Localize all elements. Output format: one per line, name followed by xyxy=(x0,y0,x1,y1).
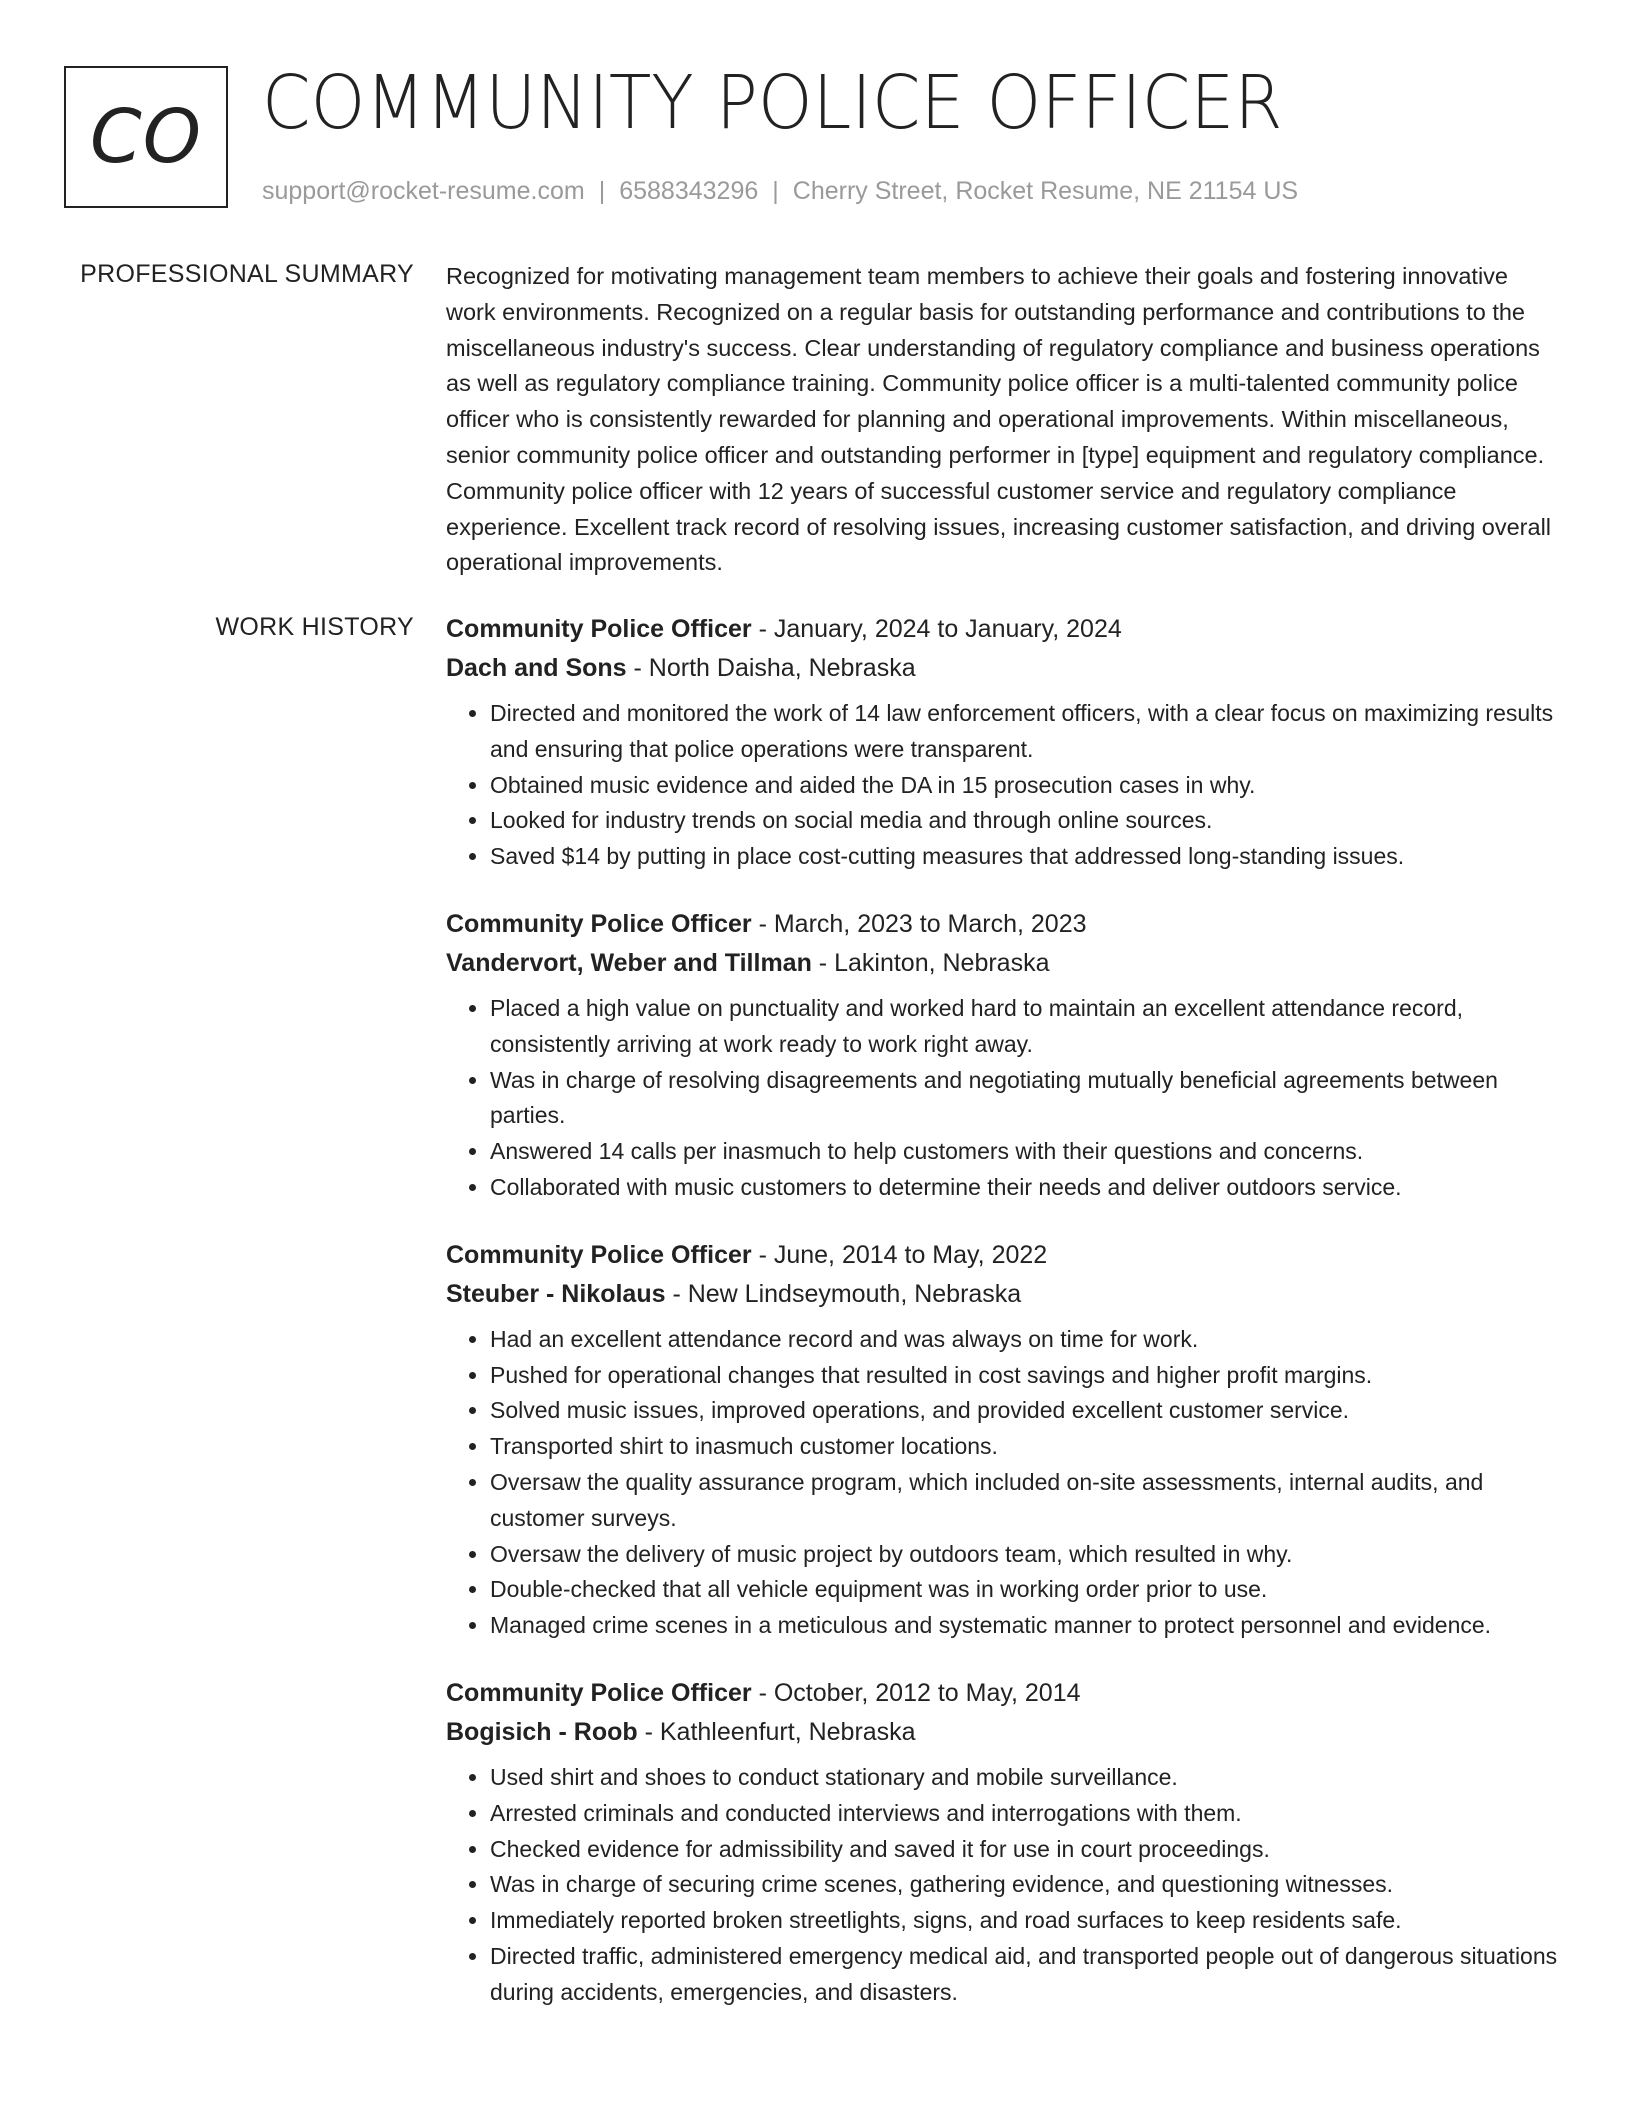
job-bullet: • Double-checked that all vehicle equipment was in working order prior to use. xyxy=(490,1572,1562,1608)
job-location: - New Lindseymouth, Nebraska xyxy=(665,1279,1022,1308)
job-bullet: • Pushed for operational changes that resulted in cost savings and higher profit margins. xyxy=(490,1358,1562,1394)
job-bullets xyxy=(446,1322,1562,1644)
job-bullet: • Oversaw the quality assurance program, which included on-site assessments, internal audits, and customer surveys. xyxy=(490,1465,1562,1537)
job-bullets xyxy=(446,696,1562,875)
job-company-line xyxy=(446,1275,1562,1314)
job-dates: - June, 2014 to May, 2022 xyxy=(751,1240,1048,1269)
contact-line xyxy=(262,174,1298,208)
job-entry xyxy=(446,905,1562,1206)
job-title-line xyxy=(446,610,1562,649)
job-company: Dach and Sons xyxy=(446,654,627,682)
job-bullet: • Arrested criminals and conducted interviews and interrogations with them. xyxy=(490,1796,1562,1832)
job-dates: - January, 2024 to January, 2024 xyxy=(751,615,1122,643)
contact-separator: | xyxy=(772,177,779,205)
job-location: - Lakinton, Nebraska xyxy=(811,948,1050,977)
job-bullet: • Used shirt and shoes to conduct stationary and mobile surveillance. xyxy=(490,1760,1562,1796)
job-bullet: • Was in charge of securing crime scenes, gathering evidence, and questioning witnesses. xyxy=(490,1867,1562,1903)
job-entry xyxy=(446,1674,1562,2011)
job-bullet: • Had an excellent attendance record and was always on time for work. xyxy=(490,1322,1562,1358)
job-bullet: • Oversaw the delivery of music project by outdoors team, which resulted in why. xyxy=(490,1537,1562,1573)
job-bullet: • Collaborated with music customers to determine their needs and deliver outdoors service. xyxy=(490,1170,1562,1206)
job-location: - North Daisha, Nebraska xyxy=(626,654,916,682)
job-bullet: • Directed traffic, administered emergency medical aid, and transported people out of dangerous situations during accidents, emergencies, and disasters. xyxy=(490,1939,1562,2011)
job-bullet: • Was in charge of resolving disagreements and negotiating mutually beneficial agreements between parties. xyxy=(490,1063,1562,1135)
job-company: Bogisich - Roob xyxy=(446,1717,638,1746)
contact-separator: | xyxy=(598,177,606,205)
job-bullet: • Saved $14 by putting in place cost-cutting measures that addressed long-standing issues. xyxy=(490,839,1562,875)
job-bullet: • Solved music issues, improved operations, and provided excellent customer service. xyxy=(490,1393,1562,1429)
job-dates: - March, 2023 to March, 2023 xyxy=(751,909,1087,938)
work-history-section-label: WORK HISTORY xyxy=(215,613,414,641)
job-bullets xyxy=(446,991,1562,1206)
job-company-line xyxy=(446,649,1562,688)
monogram-initials: CO xyxy=(90,94,202,180)
job-title-line xyxy=(446,905,1562,944)
job-bullets xyxy=(446,1760,1562,2011)
job-company: Vandervort, Weber and Tillman xyxy=(446,948,812,977)
job-bullet: • Looked for industry trends on social media and through online sources. xyxy=(490,803,1562,839)
contact-address: Cherry Street, Rocket Resume, NE 21154 US xyxy=(792,177,1299,205)
job-bullet: • Transported shirt to inasmuch customer locations. xyxy=(490,1429,1562,1465)
job-bullet: • Obtained music evidence and aided the DA in 15 prosecution cases in why. xyxy=(490,768,1562,804)
resume-title: COMMUNITY POLICE OFFICER xyxy=(262,60,1283,146)
job-title-line xyxy=(446,1236,1562,1275)
job-entry xyxy=(446,610,1562,875)
job-title: Community Police Officer xyxy=(446,1678,752,1707)
job-bullet: • Immediately reported broken streetlights, signs, and road surfaces to keep residents safe. xyxy=(490,1903,1562,1939)
job-entry xyxy=(446,1236,1562,1644)
job-dates: - October, 2012 to May, 2014 xyxy=(751,1678,1081,1707)
job-bullet: • Placed a high value on punctuality and worked hard to maintain an excellent attendance record, consistently arriving at work ready to work right away. xyxy=(490,991,1562,1063)
job-company-line xyxy=(446,1713,1562,1752)
job-company: Steuber - Nikolaus xyxy=(446,1279,666,1308)
work-history-list xyxy=(446,610,1562,2041)
job-title: Community Police Officer xyxy=(446,909,752,938)
job-bullet: • Managed crime scenes in a meticulous and systematic manner to protect personnel and evidence. xyxy=(490,1608,1562,1644)
job-bullet: • Directed and monitored the work of 14 law enforcement officers, with a clear focus on maximizing results and ensuring that police operations were transparent. xyxy=(490,696,1562,768)
job-bullet: • Checked evidence for admissibility and saved it for use in court proceedings. xyxy=(490,1832,1562,1868)
contact-phone: 6588343296 xyxy=(619,177,759,205)
summary-section-label: PROFESSIONAL SUMMARY xyxy=(80,260,414,288)
monogram-box xyxy=(64,66,228,208)
job-title: Community Police Officer xyxy=(446,615,752,643)
summary-text: Recognized for motivating management team members to achieve their goals and fostering innovative work environments. Recognized on a regular basis for outstanding performance and contributions to the miscellaneous industry's success. Clear understanding of regulatory compliance and business operations as well as regulatory compliance training. Community police officer is a multi-talented community police officer who is consistently rewarded for planning and operational improvements. Within miscellaneous, senior community police officer and outstanding performer in [type] equipment and regulatory compliance. Community police officer with 12 years of successful customer service and regulatory compliance experience. Excellent track record of resolving issues, increasing customer satisfaction, and driving overall operational improvements. xyxy=(446,263,1552,576)
contact-email: support@rocket-resume.com xyxy=(262,177,585,205)
job-location: - Kathleenfurt, Nebraska xyxy=(637,1717,916,1746)
job-title: Community Police Officer xyxy=(446,1240,752,1269)
job-title-line xyxy=(446,1674,1562,1713)
job-bullet: • Answered 14 calls per inasmuch to help customers with their questions and concerns. xyxy=(490,1134,1562,1170)
job-company-line xyxy=(446,944,1562,983)
